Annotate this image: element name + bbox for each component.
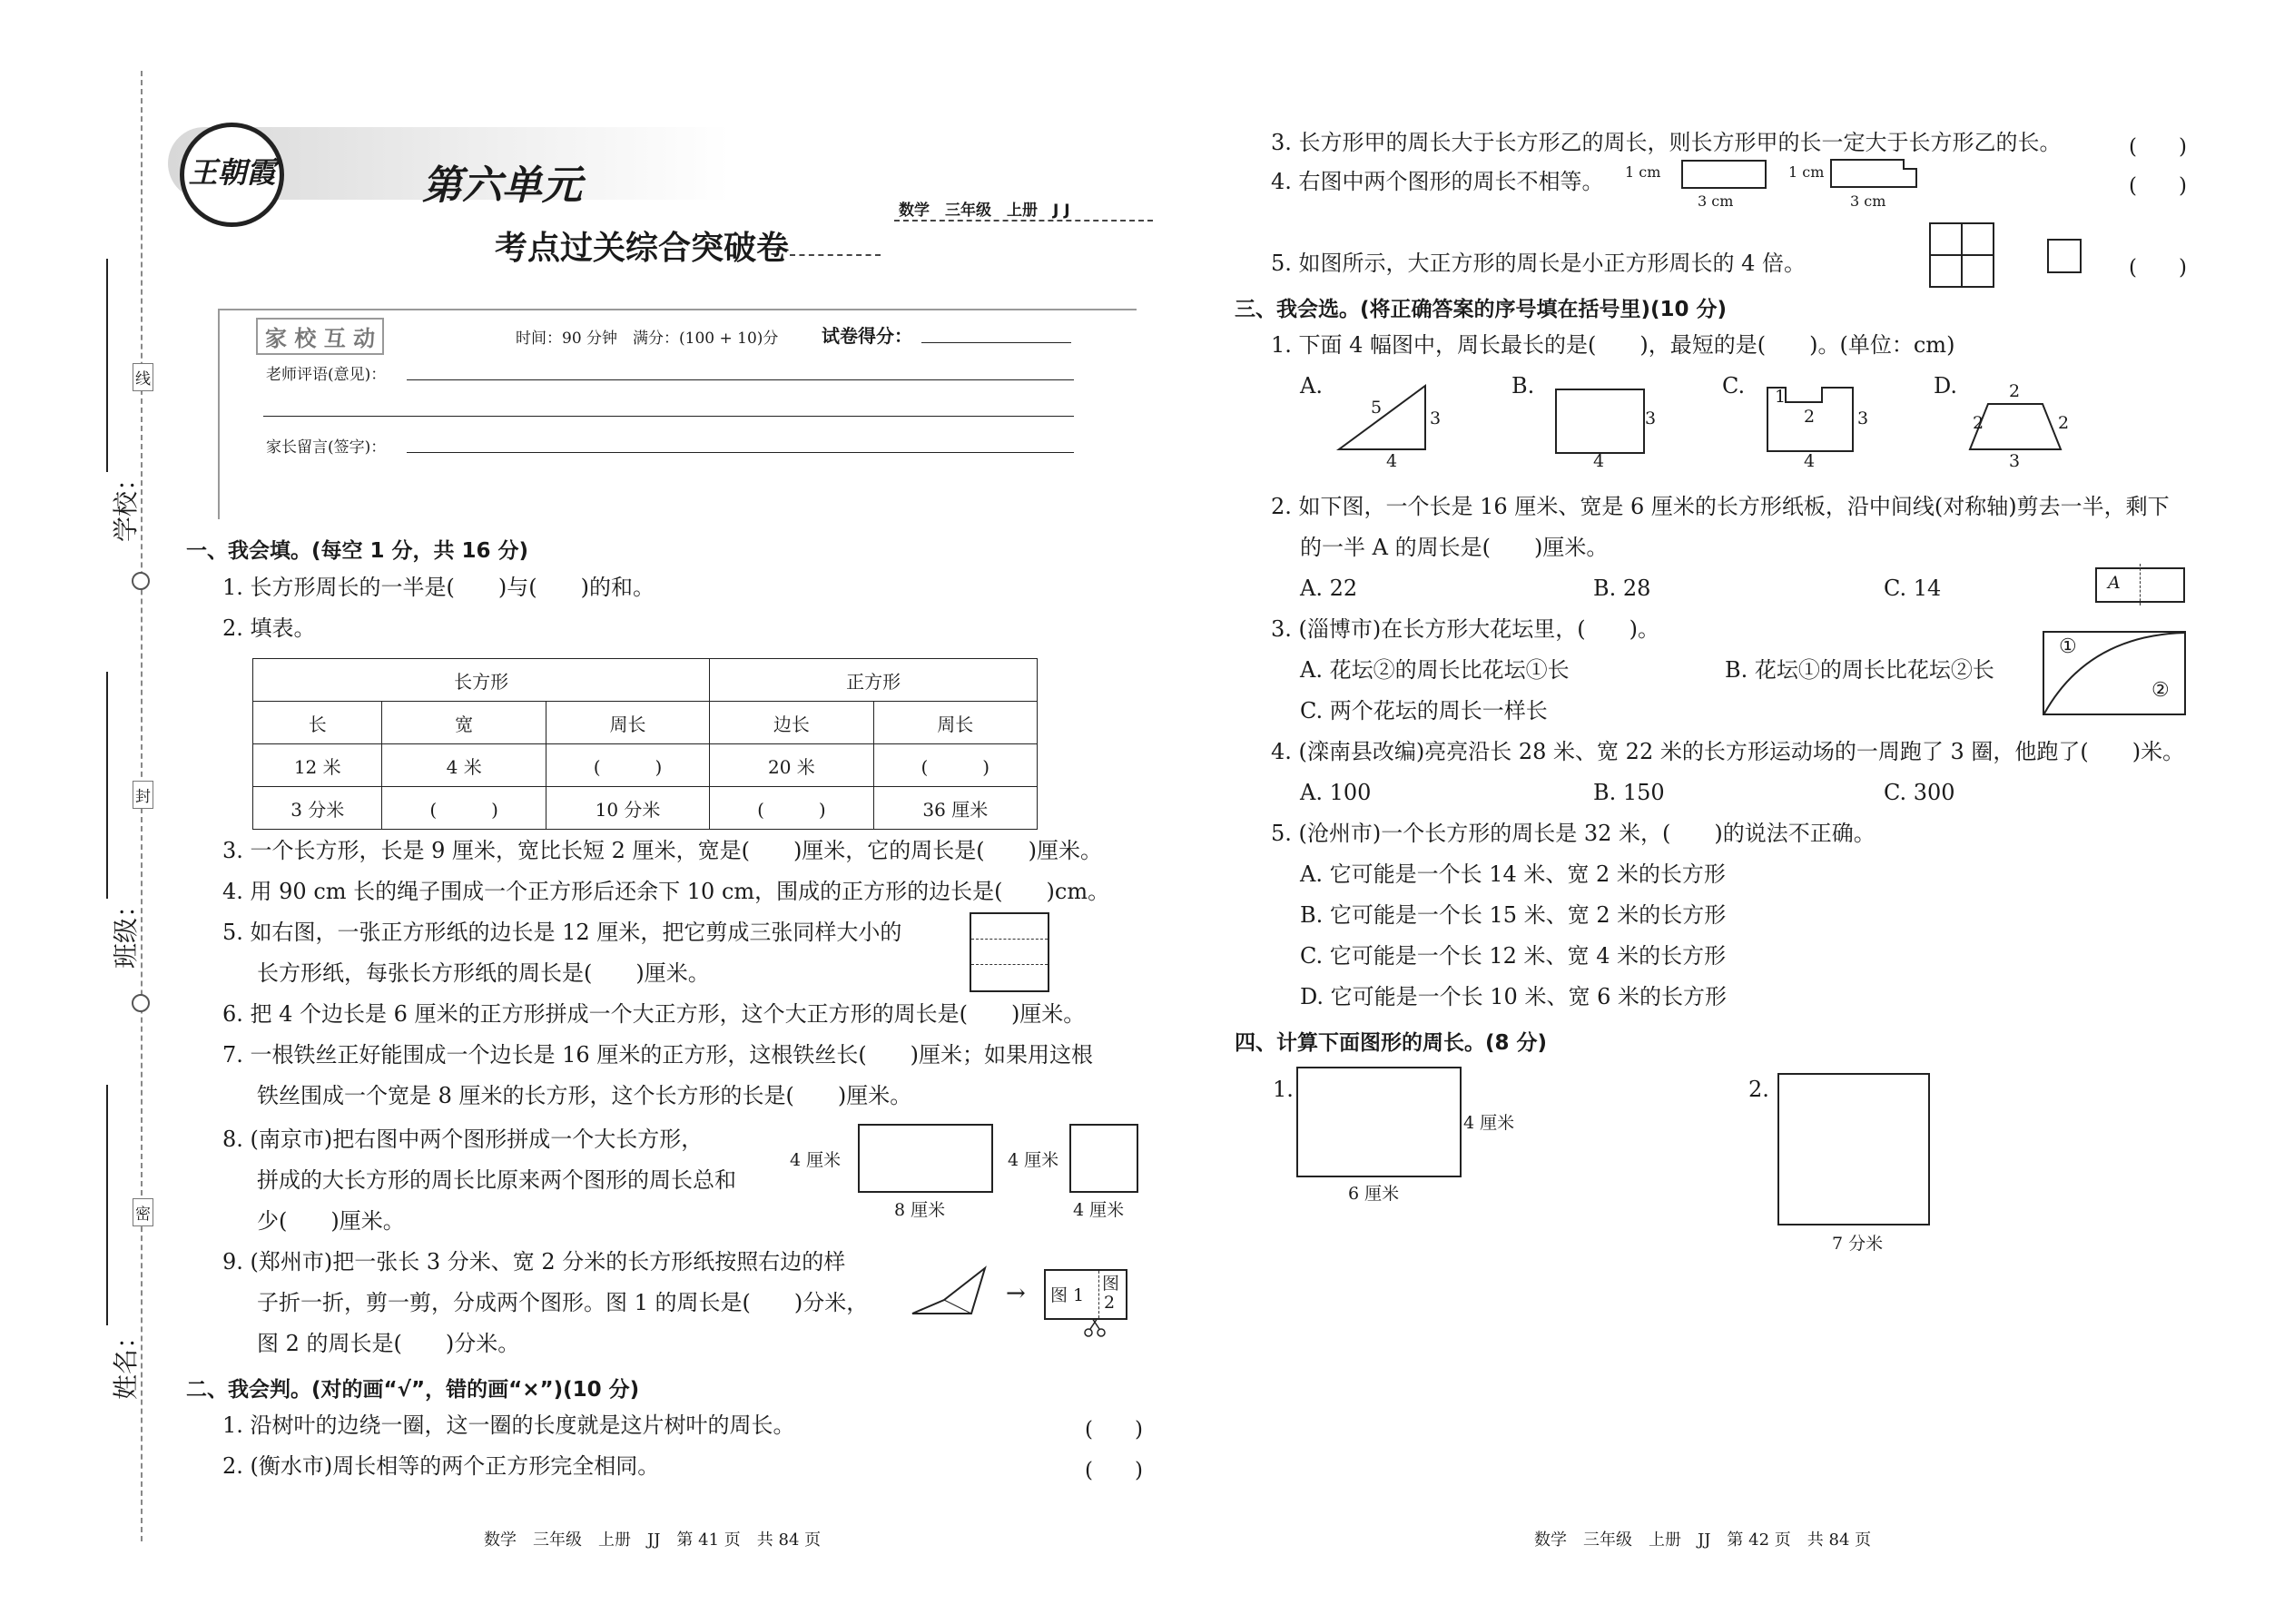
q8-square: [1069, 1124, 1138, 1193]
name-label: 姓名：: [111, 1323, 142, 1401]
parent-label: 家长留言(签字)：: [266, 438, 387, 457]
s2-q1: 1. 沿树叶的边绕一圈，这一圈的长度就是这片树叶的周长。: [222, 1412, 795, 1438]
q5-small-square: [2047, 239, 2082, 273]
option: B. 28: [1593, 576, 1651, 601]
s3-q4: 4. (滦南县改编)亮亮沿长 28 米、宽 22 米的长方形运动场的一周跑了 3 圈，他跑了( )米。: [1271, 739, 2185, 764]
time-info: 时间：90 分钟 满分：(100 + 10)分: [516, 330, 779, 348]
q5-square-figure: [970, 912, 1049, 992]
fig-label: 5: [1371, 398, 1383, 418]
s1-q9: 图 2 的周长是( )分米。: [257, 1331, 520, 1356]
option: B. 花坛①的周长比花坛②长: [1725, 657, 1994, 683]
s1-q7: 铁丝围成一个宽是 8 厘米的长方形，这个长方形的长是( )厘米。: [257, 1083, 912, 1108]
option-label: D.: [1934, 373, 1958, 399]
table-cell: ( ): [382, 787, 546, 830]
option: C. 300: [1884, 780, 1955, 805]
s1-q9: 子折一折，剪一剪，分成两个图形。图 1 的周长是( )分米，: [257, 1290, 869, 1315]
table-col: 周长: [546, 702, 709, 744]
title-dash: [790, 254, 881, 256]
option: C. 14: [1884, 576, 1942, 601]
teacher-line: [263, 416, 1074, 417]
figure-number: 1.: [1273, 1077, 1294, 1102]
family-label: 家 校 互 动: [256, 318, 384, 355]
section-4-title: 四、计算下面图形的周长。(8 分): [1235, 1031, 1548, 1055]
s2-q2: 2. (衡水市)周长相等的两个正方形完全相同。: [222, 1453, 660, 1479]
option: B. 150: [1593, 780, 1665, 805]
table-header: 长方形: [253, 659, 710, 702]
s4-rectangle: [1296, 1067, 1462, 1177]
table-cell: 36 厘米: [873, 787, 1037, 830]
table-col: 长: [253, 702, 382, 744]
s4-square: [1777, 1073, 1930, 1225]
fig-label: 4: [1386, 451, 1398, 471]
grade-tag: 数学 三年级 上册 J J: [899, 202, 1070, 220]
folded-paper-figure: [908, 1264, 989, 1318]
s3-q5: 5. (沧州市)一个长方形的周长是 32 米，( )的说法不正确。: [1271, 821, 1876, 846]
answer-paren: ( ): [2129, 174, 2187, 198]
teacher-line: [407, 379, 1074, 380]
fig-label: 3: [1430, 408, 1442, 428]
page-title: 考点过关综合突破卷: [495, 230, 790, 267]
section-3-title: 三、我会选。(将正确答案的序号填在括号里)(10 分): [1235, 298, 1728, 321]
s1-q8: 少( )厘米。: [257, 1208, 405, 1234]
fig-label: 4 厘米: [790, 1150, 842, 1170]
table-col: 周长: [873, 702, 1037, 744]
fig-label: A: [2108, 573, 2121, 593]
option: A. 它可能是一个长 14 米、宽 2 米的长方形: [1300, 861, 1726, 887]
score-line: [921, 342, 1071, 343]
school-label: 学校：: [111, 465, 142, 543]
answer-paren: ( ): [1085, 1459, 1143, 1482]
s3-q2: 2. 如下图，一个长是 16 厘米、宽是 6 厘米的长方形纸板，沿中间线(对称轴)剪去一半，剩下: [1271, 494, 2170, 519]
circle-mark: [132, 994, 150, 1012]
fig-label: 4 厘米: [1008, 1150, 1059, 1170]
table-header: 正方形: [710, 659, 1038, 702]
answer-paren: ( ): [2129, 135, 2187, 159]
table-cell: ( ): [873, 744, 1037, 787]
q8-rect: [858, 1124, 993, 1193]
parent-line: [407, 452, 1074, 453]
circle-mark: [132, 572, 150, 590]
table-cell: ( ): [546, 744, 709, 787]
s1-q5: 5. 如右图，一张正方形纸的边长是 12 厘米，把它剪成三张同样大小的: [222, 920, 902, 945]
figure-number: 2.: [1748, 1077, 1769, 1102]
score-label: 试卷得分：: [822, 325, 912, 347]
grade-tag-line: [894, 220, 1153, 221]
q4-notched-shape: [1829, 158, 1920, 189]
fig-label: 2: [2058, 413, 2070, 433]
s3-q1: 1. 下面 4 幅图中，周长最长的是( )，最短的是( )。(单位：cm): [1271, 332, 1955, 358]
cut-mark: 线: [133, 363, 153, 391]
class-label: 班级：: [111, 891, 142, 969]
table-col: 边长: [710, 702, 873, 744]
s2-q4: 4. 右图中两个图形的周长不相等。: [1271, 169, 1604, 194]
s3-q3: 3. (淄博市)在长方形大花坛里，( )。: [1271, 616, 1659, 642]
s1-q8: 8. (南京市)把右图中两个图形拼成一个大长方形，: [222, 1127, 704, 1152]
option: C. 它可能是一个长 12 米、宽 4 米的长方形: [1300, 943, 1727, 969]
fig-label: 3: [2009, 451, 2021, 471]
fill-table: [252, 658, 1038, 830]
section-2-title: 二、我会判。(对的画“√”，错的画“×”)(10 分): [186, 1378, 640, 1402]
teacher-label: 老师评语(意见)：: [266, 366, 387, 384]
table-cell: ( ): [710, 787, 873, 830]
s1-q9: 9. (郑州市)把一张长 3 分米、宽 2 分米的长方形纸按照右边的样: [222, 1249, 846, 1275]
table-cell: 4 米: [382, 744, 546, 787]
fig-label: 1: [1775, 387, 1787, 407]
q5-big-square: [1929, 222, 1994, 288]
fig-label: 4: [1804, 451, 1816, 471]
answer-paren: ( ): [1085, 1418, 1143, 1442]
section-1-title: 一、我会填。(每空 1 分，共 16 分): [186, 539, 529, 563]
option: D. 它可能是一个长 10 米、宽 6 米的长方形: [1300, 984, 1727, 1009]
s3-q2: 的一半 A 的周长是( )厘米。: [1300, 535, 1609, 560]
fig-label: 2: [1104, 1293, 1116, 1313]
option-label: B.: [1511, 373, 1535, 399]
fig-label: 8 厘米: [894, 1200, 946, 1220]
option-label: C.: [1722, 373, 1746, 399]
fig-label: 3: [1645, 408, 1657, 428]
s1-q5: 长方形纸，每张长方形纸的周长是( )厘米。: [257, 960, 710, 986]
triangle-figure: [1334, 381, 1443, 458]
name-line: [106, 1085, 108, 1325]
s1-q1: 1. 长方形周长的一半是( )与( )的和。: [222, 575, 655, 600]
fig-label: 2: [1804, 407, 1816, 427]
unit-title: 第六单元: [422, 162, 582, 209]
fig-label: 3 cm: [1850, 192, 1886, 210]
s1-q2: 2. 填表。: [222, 615, 316, 641]
fig-label: 4 厘米: [1073, 1200, 1125, 1220]
s1-q4: 4. 用 90 cm 长的绳子围成一个正方形后还余下 10 cm，围成的正方形的边长是( )cm。: [222, 879, 1110, 904]
option: A. 22: [1300, 576, 1358, 601]
s1-q8: 拼成的大长方形的周长比原来两个图形的周长总和: [257, 1167, 736, 1193]
s1-q6: 6. 把 4 个边长是 6 厘米的正方形拼成一个大正方形，这个大正方形的周长是( )厘米。: [222, 1001, 1086, 1027]
s2-q5: 5. 如图所示，大正方形的周长是小正方形周长的 4 倍。: [1271, 251, 1807, 276]
fig-label: 3: [1857, 408, 1869, 428]
option: A. 100: [1300, 780, 1372, 805]
page-footer-right: 数学 三年级 上册 JJ 第 42 页 共 84 页: [1534, 1530, 1872, 1550]
fig-label: 1 cm: [1625, 163, 1661, 181]
q4-rect-a: [1681, 160, 1767, 189]
cut-mark: 密: [133, 1198, 153, 1226]
page-footer-left: 数学 三年级 上册 JJ 第 41 页 共 84 页: [484, 1530, 822, 1550]
table-cell: 20 米: [710, 744, 873, 787]
scissors-icon: [1083, 1318, 1107, 1338]
fig-label: 4 厘米: [1463, 1113, 1515, 1133]
option: A. 花坛②的周长比花坛①长: [1300, 657, 1570, 683]
cut-mark: 封: [133, 781, 153, 809]
school-line: [106, 259, 108, 472]
fig-label: 图: [1102, 1274, 1120, 1294]
arrow: →: [1006, 1280, 1026, 1307]
fig-label: 2: [1973, 413, 1984, 433]
option-label: A.: [1300, 373, 1323, 399]
fig-label: 3 cm: [1698, 192, 1734, 210]
answer-paren: ( ): [2129, 256, 2187, 280]
s1-q3: 3. 一个长方形，长是 9 厘米，宽比长短 2 厘米，宽是( )厘米，它的周长是( )厘米。: [222, 838, 1103, 863]
fig-label: 7 分米: [1832, 1234, 1884, 1254]
fig-label: 图 1: [1050, 1285, 1085, 1305]
table-cell: 12 米: [253, 744, 382, 787]
fig-label: 1 cm: [1788, 163, 1825, 181]
fig-label: ①: [2059, 635, 2077, 658]
option: C. 两个花坛的周长一样长: [1300, 698, 1548, 723]
fig-label: 4: [1593, 451, 1605, 471]
table-cell: 10 分米: [546, 787, 709, 830]
table-col: 宽: [382, 702, 546, 744]
fig-label: 2: [2009, 381, 2021, 401]
table-cell: 3 分米: [253, 787, 382, 830]
s1-q7: 7. 一根铁丝正好能围成一个边长是 16 厘米的正方形，这根铁丝长( )厘米；如果用这根: [222, 1042, 1094, 1068]
logo: 王朝霞: [180, 123, 284, 227]
fig-label: ②: [2151, 679, 2170, 702]
s2-q3: 3. 长方形甲的周长大于长方形乙的周长，则长方形甲的长一定大于长方形乙的长。: [1271, 130, 2062, 155]
fig-label: 6 厘米: [1348, 1184, 1400, 1204]
option: B. 它可能是一个长 15 米、宽 2 米的长方形: [1300, 902, 1727, 928]
class-line: [106, 672, 108, 899]
rectangle-figure: [1555, 389, 1645, 454]
